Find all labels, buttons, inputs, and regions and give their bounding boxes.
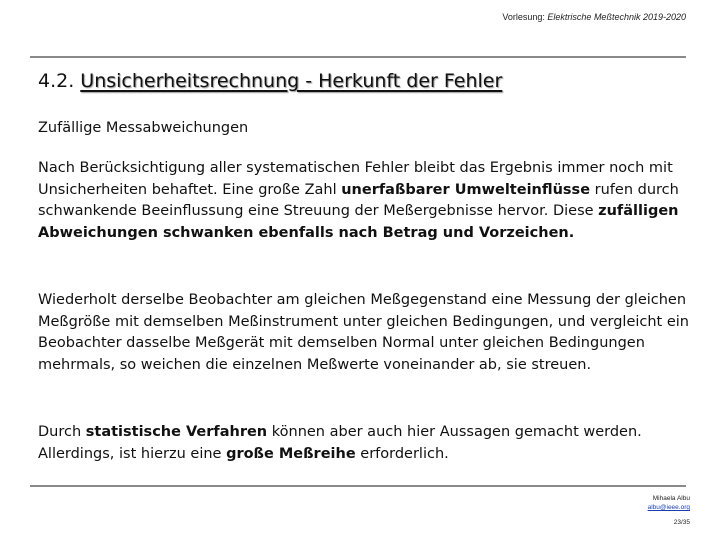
header-prefix: Vorlesung: — [502, 12, 548, 22]
p1-bold-1: unerfaßbarer Umwelteinflüsse — [341, 181, 591, 198]
p3-bold-2: große Meßreihe — [226, 445, 356, 462]
footer — [560, 494, 690, 527]
bottom-divider — [30, 485, 686, 487]
page-number: 23/35 — [673, 519, 690, 526]
p3-text-1: Durch — [38, 424, 86, 440]
p1-bold-2: zufälligen Abweichungen schwanken ebenfalls nach Betrag und Vorzeichen. — [38, 203, 679, 241]
p3-text-2: können aber auch hier Aussagen gemacht werden. Allerdings, ist hierzu eine — [38, 424, 642, 462]
title-number: 4.2. — [38, 70, 81, 92]
p1-text-2: rufen durch schwankende Beeinflussung eine Streuung der Meßergebnisse hervor. Diese — [38, 181, 679, 219]
footer-author: Mihaela Albu — [652, 495, 690, 502]
paragraph-statistical-methods — [38, 422, 698, 465]
footer-email-link[interactable]: albu@ieee.org — [647, 504, 690, 511]
paragraph-systematic-errors — [38, 158, 698, 244]
p3-bold-1: statistische Verfahren — [85, 424, 268, 440]
slide-title — [38, 70, 502, 92]
header-course: Elektrische Meßtechnik 2019-2020 — [547, 12, 686, 22]
lecture-header — [30, 12, 686, 22]
p1-text-1: Nach Berücksichtigung aller systematischen Fehler bleibt das Ergebnis immer noch mit Unsicherheiten behaftet. Eine große Zahl — [38, 160, 673, 198]
slide-subtitle: Zufällige Messabweichungen — [38, 120, 249, 136]
paragraph-repeated-measurement: Wiederholt derselbe Beobachter am gleichen Meßgegenstand eine Messung der gleichen Meßgröße mit demselben Meßinstrument unter gleichen Bedingungen, und vergleicht ein Beobachter dasselbe Meßgerät mit demselben Normal unter gleichen Bedingungen mehrmals, so weichen die einzelnen Meßwerte voneinander ab, sie streuen. — [38, 292, 689, 373]
top-divider — [30, 56, 686, 58]
p3-text-3: erforderlich. — [355, 445, 449, 462]
title-text: Unsicherheitsrechnung - Herkunft der Fehler — [80, 70, 503, 92]
